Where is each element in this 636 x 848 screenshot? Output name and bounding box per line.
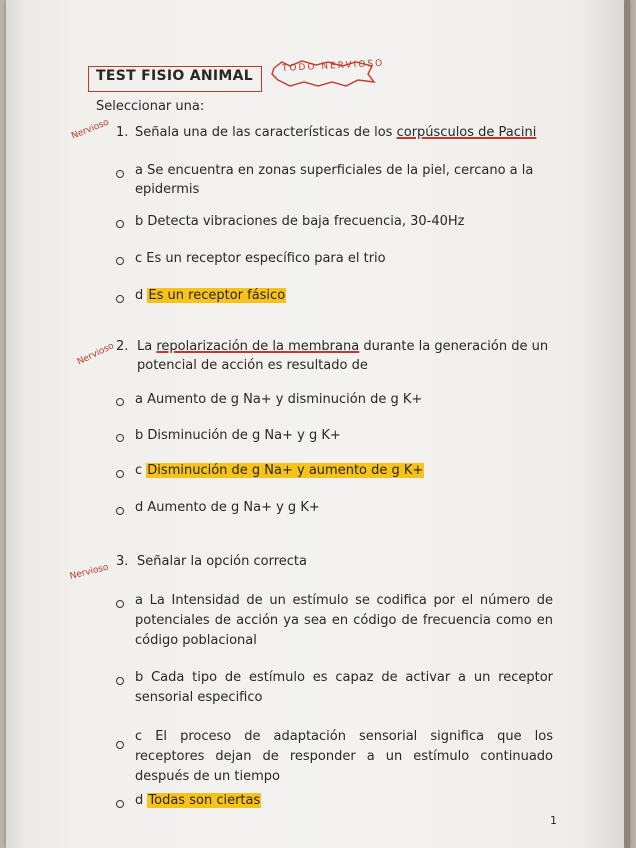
highlighted-answer: Disminución de g Na+ y aumento de g K+	[147, 463, 424, 478]
option-bullet	[116, 295, 124, 303]
margin-note: Nervioso	[68, 562, 110, 582]
question-number: 3.	[116, 554, 129, 569]
margin-note: Nervioso	[75, 341, 116, 368]
highlighted-answer: Todas son ciertas	[148, 793, 261, 808]
question-text-part: Señala una de las características de los	[135, 125, 397, 140]
option-bullet	[116, 507, 124, 515]
question-number: 1.	[116, 125, 129, 140]
underlined-term: corpúsculos de Pacini	[396, 125, 537, 140]
margin-note: Nervioso	[70, 117, 111, 142]
option-bullet	[116, 257, 124, 265]
question-text-cont: potencial de acción es resultado de	[137, 358, 368, 373]
option-text: d Todas son ciertas	[135, 793, 261, 808]
option-text-cont: epidermis	[135, 182, 200, 197]
option-text: b Cada tipo de estímulo es capaz de activar a un receptor sensorial especifico	[135, 670, 553, 705]
option-text: b Detecta vibraciones de baja frecuencia, 30-40Hz	[135, 214, 465, 229]
question-text: La repolarización de la membrana durante la generación de un	[137, 339, 549, 354]
option-text: d Es un receptor fásico	[135, 288, 286, 303]
page-number: 1	[550, 814, 557, 827]
handwritten-tag: TODO NERVIOSO	[281, 58, 385, 74]
option-bullet	[116, 398, 124, 406]
option-text: a Aumento de g Na+ y disminución de g K+	[135, 392, 423, 407]
option-text: d Aumento de g Na+ y g K+	[135, 500, 320, 515]
option-text: a La Intensidad de un estímulo se codifica por el número de potenciales de acción ya sea en código de frecuencia como en código poblacional	[135, 593, 553, 648]
option-bullet	[116, 800, 124, 808]
page-title: TEST FISIO ANIMAL	[96, 68, 254, 84]
option-bullet	[116, 470, 124, 478]
option-bullet	[116, 170, 124, 178]
underlined-term: repolarización de la membrana	[156, 339, 360, 354]
option-text: c Disminución de g Na+ y aumento de g K+	[135, 463, 424, 478]
question-number: 2.	[116, 339, 129, 354]
option-bullet	[116, 741, 124, 749]
option-text: c El proceso de adaptación sensorial significa que los receptores dejan de responder a un estímulo continuado después de un tiempo	[135, 729, 553, 784]
option-bullet	[116, 220, 124, 228]
question-text: Señalar la opción correcta	[137, 554, 307, 569]
page-edge	[624, 0, 630, 848]
option-bullet	[116, 600, 124, 608]
question-text	[135, 123, 536, 143]
option-text: b Disminución de g Na+ y g K+	[135, 428, 341, 443]
option-bullet	[116, 434, 124, 442]
highlighted-answer: Es un receptor fásico	[148, 288, 286, 303]
instruction-text: Seleccionar una:	[96, 99, 205, 114]
option-text: c Es un receptor específico para el trio	[135, 251, 386, 266]
option-text: a Se encuentra en zonas superficiales de la piel, cercano a la	[135, 163, 534, 178]
option-bullet	[116, 677, 124, 685]
